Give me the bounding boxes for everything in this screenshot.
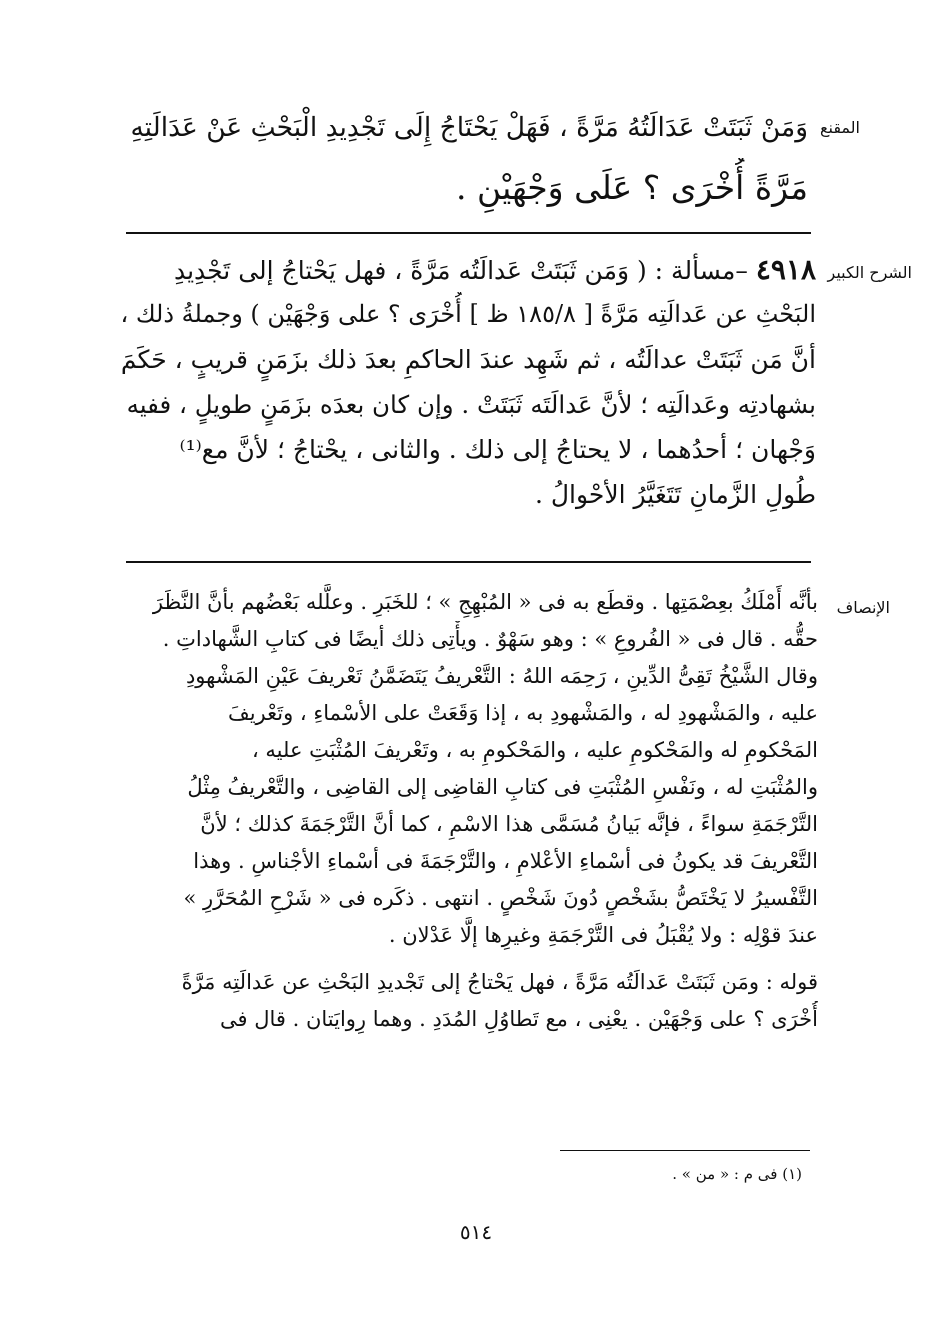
text-line: أُخْرَى ؟ على وَجْهَيْن . يعْنِى ، مع تَطاوُلِ المُدَدِ . وهما رِوايَتان . قال فى: [220, 1007, 818, 1031]
text-line: عندَ قوْلِه : ولا يُقْبَلُ فى التَّرْجَمَةِ وغيرِها إلَّا عَدْلان .: [388, 923, 818, 947]
text-line: التَّرْجَمَةِ سواءً ، فإنَّه بَيانُ مُسَمَّى هذا الاسْمِ ، كما أنَّ التَّرْجَمَةَ كذلك ؛ لأنَّ: [200, 812, 818, 836]
text-line: التَّعْريفَ قد يكونُ فى أسْماءِ الأعْلامِ ، والتَّرْجَمَةَ فى أسْماءِ الأجْناسِ . وهذا: [193, 849, 818, 873]
text-line: وقال الشَّيْخُ تَقِىُّ الدِّينِ ، رَحِمَه اللهُ : التَّعْريفُ يَتَضَمَّنُ تَعْريفَ عَيْنِ المَشْهودِ: [185, 664, 818, 688]
sharh-label: الشرح الكبير: [827, 263, 912, 282]
issue-number: ٤٩١٨: [755, 253, 816, 286]
text-line: وَجْهان ؛ أحدُهما ، لا يحتاجُ إلى ذلك . والثانى ، يحْتاجُ ؛ لأنَّ مع⁽¹⁾: [179, 435, 816, 464]
insaf-text: [100, 584, 818, 1038]
text-line: طُولِ الزَّمانِ تَتَغَيَّرُ الأحْوالُ .: [534, 480, 816, 509]
text-line: البَحْثِ عن عَدالَتِه مَرَّةً [ ١٨٥/٨ ظ ] أُخْرَى ؟ على وَجْهَيْن ) وجملةُ ذلك ،: [120, 300, 816, 328]
text-line: عليه ، والمَشْهودِ له ، والمَشْهودِ به ، إذا وَقَعَتْ على الأسْماءِ ، وتَعْريفَ: [227, 701, 818, 725]
insaf-label: الإنصاف: [836, 598, 890, 617]
text-line: بشهادتِه وعَدالَتِه ؛ لأنَّ عَدالَتَه ثَبَتَتْ . وإن كان بعدَه بزَمَنٍ طويلٍ ، ففيه: [126, 390, 816, 419]
sharh-text: [116, 247, 816, 517]
section-divider: [126, 232, 811, 234]
issue-heading: –مسألة : ( وَمَن ثَبَتَتْ عَدالَتُه مَرَّةً ، فهل يَحْتاجُ إلى تَجْدِيدِ: [173, 256, 748, 285]
muqni-text: [124, 98, 808, 218]
text-line: مَرَّةً أُخْرَى ؟ عَلَى وَجْهَيْنِ .: [456, 168, 808, 207]
text-line: التَّفْسيرُ لا يَخْتَصُّ بشَخْصٍ دُونَ شَخْصٍ . انتهى . ذكَره فى « شَرْحِ المُحَرَّرِ »: [183, 886, 818, 910]
text-line: قوله : ومَن ثَبَتَتْ عَدالَتُه مَرَّةً ، فهل يَحْتاجُ إلى تَجْديدِ البَحْثِ عن عَدالَتِه مَرَّةً: [181, 970, 818, 994]
text-line: والمُثْبَتِ له ، ونَفْسِ المُثْبَتِ فى كتابِ القاضِى إلى القاضِى ، والتَّعْريفُ مِثْلُ: [187, 775, 818, 799]
text-line: بأنَّه أَمْلَكُ بعِصْمَتِها . وقطَع به فى « المُبْهِجِ » ؛ للخَبَرِ . وعلَّله بَعْضُهم بأنَّ النَّظَرَ: [152, 590, 818, 614]
text-line: [116, 247, 816, 292]
page-number: ٥١٤: [459, 1220, 493, 1244]
text-line: أنَّ مَن ثَبَتَتْ عدالَتُه ، ثم شَهِد عندَ الحاكمِ بعدَ ذلك بزَمَنٍ قريبٍ ، حَكَمَ: [120, 345, 816, 374]
muqni-label: المقنع: [819, 118, 860, 137]
footnote-divider: [560, 1150, 810, 1151]
text-line: المَحْكومِ له والمَحْكومِ عليه ، والمَحْكومِ به ، وتَعْريفَ المُثْبَتِ عليه ،: [251, 738, 818, 762]
text-line: حقُّه . قال فى « الفُروعِ » : وهو سَهْوٌ . ويأْتِى ذلك أيضًا فى كتابِ الشَّهاداتِ .: [162, 627, 818, 651]
footnote: (١) فى م : « من » .: [672, 1165, 802, 1183]
text-line: وَمَنْ ثَبَتَتْ عَدَالَتُهُ مَرَّةً ، فَهَلْ يَحْتَاجُ إِلَى تَجْدِيدِ الْبَحْثِ عَنْ عَدَالَتِهِ: [130, 112, 808, 143]
section-divider: [126, 561, 811, 563]
